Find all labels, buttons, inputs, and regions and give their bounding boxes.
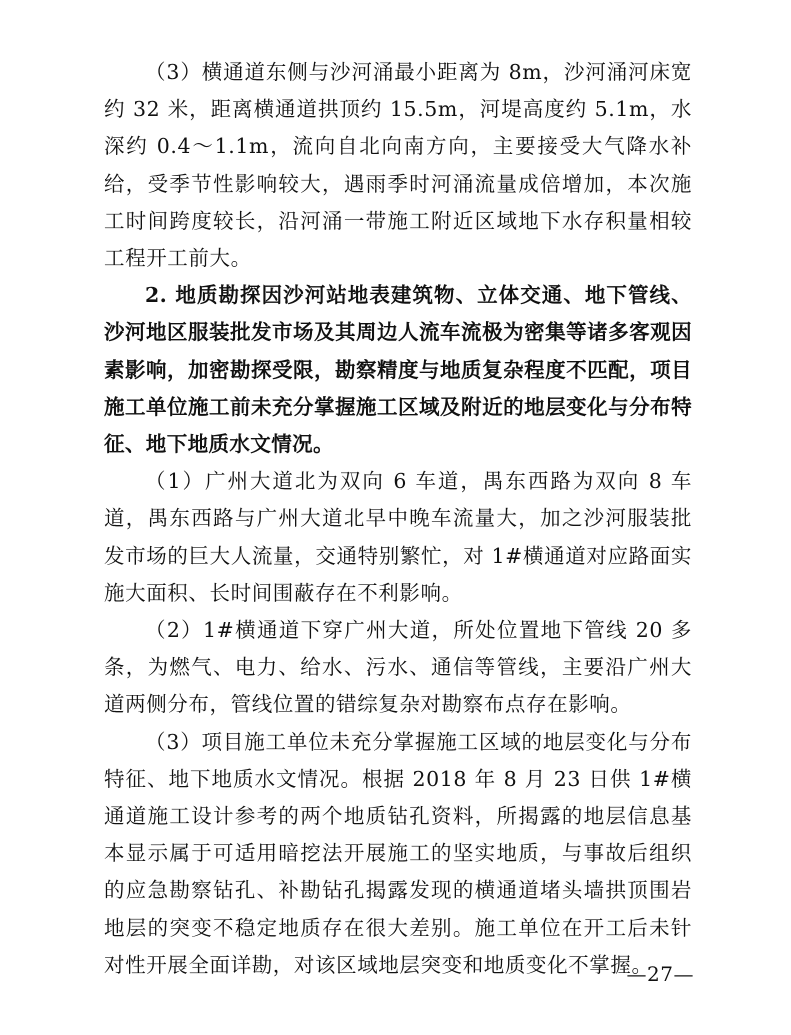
document-body [104, 54, 692, 984]
paragraph-river-distance: （3）横通道东侧与沙河涌最小距离为 8m，沙河涌河床宽约 32 米，距离横通道拱顶约 15.5m，河堤高度约 5.1m，水深约 0.4～1.1m，流向自北向南方向，主要接受大气降水补给，受季节性影响较大，遇雨季时河涌流量成倍增加，本次施工时间跨度较长，沿河涌一带施工附近区域地下水存积量相较工程开工前大。 [104, 60, 692, 271]
paragraph-underground-pipelines: （2）1#横通道下穿广州大道，所处位置地下管线 20 多条，为燃气、电力、给水、污水、通信等管线，主要沿广州大道两侧分布，管线位置的错综复杂对勘察布点存在影响。 [104, 618, 692, 717]
page-number: —27— [626, 962, 694, 986]
paragraph-geology-findings: （3）项目施工单位未充分掌握施工区域的地层变化与分布特征、地下地质水文情况。根据 2018 年 8 月 23 日供 1#横通道施工设计参考的两个地质钻孔资料，所揭露的地层信息基本显示属于可适用暗挖法开展施工的坚实地质，与事故后组织的应急勘察钻孔、补勘钻孔揭露发现的横通道堵头墙拱顶围岩地层的突变不稳定地质存在很大差别。施工单位在开工后未针对性开展全面详勘，对该区域地层突变和地质变化不掌握。 [104, 729, 692, 977]
paragraph-traffic-lanes: （1）广州大道北为双向 6 车道，禺东西路为双向 8 车道，禺东西路与广州大道北早中晚车流量大，加之沙河服装批发市场的巨大人流量，交通特别繁忙，对 1#横通道对应路面实施大面积、长时间围蔽存在不利影响。 [104, 469, 692, 605]
paragraph-geological-survey-heading: 2. 地质勘探因沙河站地表建筑物、立体交通、地下管线、沙河地区服装批发市场及其周边人流车流极为密集等诸多客观因素影响，加密勘探受限，勘察精度与地质复杂程度不匹配，项目施工单位施工前未充分掌握施工区域及附近的地层变化与分布特征、地下地质水文情况。 [104, 283, 692, 457]
